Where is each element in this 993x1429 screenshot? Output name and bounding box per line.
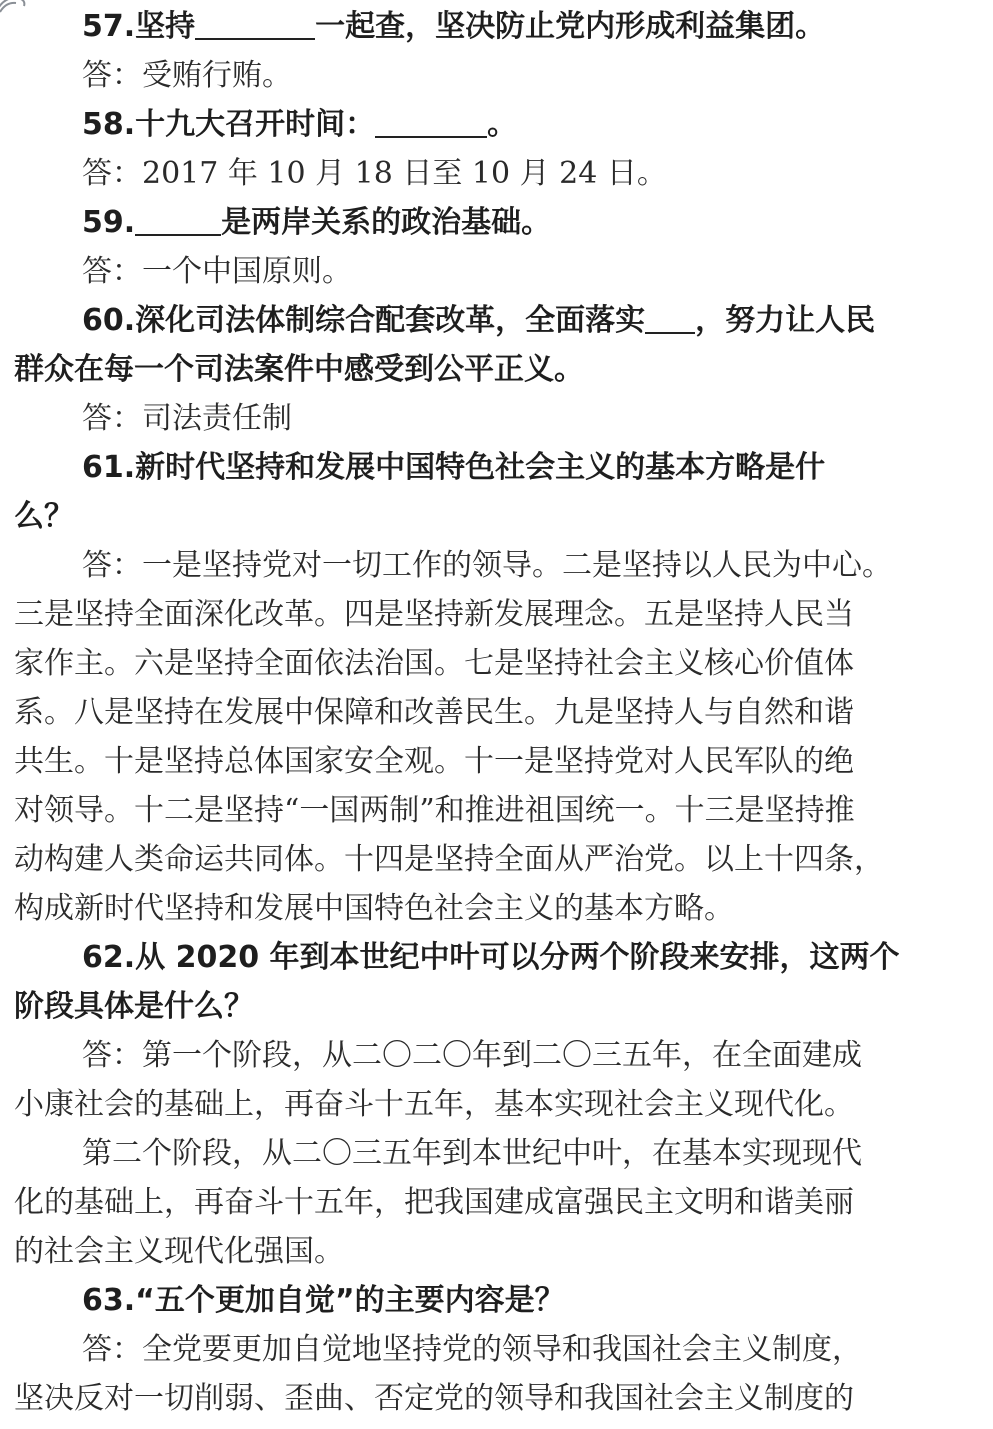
answer-line [14, 1374, 976, 1423]
question-line [14, 198, 976, 247]
answer-text: 对领导。十二是坚持“一国两制”和推进祖国统一。十三是坚持推 [14, 793, 855, 828]
answer-text: 化的基础上，再奋斗十五年，把我国建成富强民主文明和谐美丽 [14, 1185, 854, 1220]
question-text: 60.深化司法体制综合配套改革，全面落实 [82, 303, 646, 338]
answer-line [14, 1178, 976, 1227]
fill-in-blank [135, 204, 221, 236]
question-line [14, 296, 976, 345]
question-text: 61.新时代坚持和发展中国特色社会主义的基本方略是什 [82, 450, 826, 485]
answer-text: 答：一个中国原则。 [82, 254, 352, 289]
answer-text: 答：2017 年 10 月 18 日至 10 月 24 日。 [82, 156, 667, 191]
answer-line [14, 1031, 976, 1080]
answer-line [14, 1080, 976, 1129]
answer-text: 答：一是坚持党对一切工作的领导。二是坚持以人民为中心。 [82, 548, 892, 583]
answer-line [14, 394, 976, 443]
answer-text: 共生。十是坚持总体国家安全观。十一是坚持党对人民军队的绝 [14, 744, 854, 779]
question-text: 是两岸关系的政治基础。 [221, 205, 552, 240]
answer-text: 答：第一个阶段，从二〇二〇年到二〇三五年，在全面建成 [82, 1038, 862, 1073]
fill-in-blank [375, 106, 487, 138]
answer-line [14, 835, 976, 884]
answer-text: 家作主。六是坚持全面依法治国。七是坚持社会主义核心价值体 [14, 646, 854, 681]
answer-line [14, 884, 976, 933]
answer-line [14, 1325, 976, 1374]
answer-line [14, 1129, 976, 1178]
answer-text: 答：司法责任制 [82, 401, 292, 436]
fill-in-blank [195, 8, 315, 40]
answer-text: 系。八是坚持在发展中保障和改善民生。九是坚持人与自然和谐 [14, 695, 854, 730]
answer-text: 构成新时代坚持和发展中国特色社会主义的基本方略。 [14, 891, 734, 926]
question-text: 。 [487, 107, 518, 142]
question-text: ，努力让人民 [695, 303, 876, 338]
question-text: 么？ [14, 499, 74, 534]
answer-line [14, 51, 976, 100]
question-text: 阶段具体是什么？ [14, 989, 254, 1024]
answer-line [14, 149, 976, 198]
question-line [14, 933, 976, 982]
question-line [14, 1276, 976, 1325]
answer-text: 的社会主义现代化强国。 [14, 1234, 344, 1269]
question-text: 群众在每一个司法案件中感受到公平正义。 [14, 352, 584, 387]
answer-text: 第二个阶段，从二〇三五年到本世纪中叶，在基本实现现代 [82, 1136, 862, 1171]
answer-line [14, 1227, 976, 1276]
answer-line [14, 688, 976, 737]
answer-line [14, 590, 976, 639]
question-text: 63.“五个更加自觉”的主要内容是？ [82, 1283, 565, 1318]
question-line [14, 982, 976, 1031]
answer-line [14, 639, 976, 688]
fill-in-blank [645, 302, 695, 334]
document-page [14, 2, 976, 1423]
question-line [14, 100, 976, 149]
answer-text: 三是坚持全面深化改革。四是坚持新发展理念。五是坚持人民当 [14, 597, 854, 632]
answer-text: 答：全党要更加自觉地坚持党的领导和我国社会主义制度， [82, 1332, 862, 1367]
question-text: 一起查，坚决防止党内形成利益集团。 [315, 9, 826, 44]
question-text: 58.十九大召开时间： [82, 107, 376, 142]
question-line [14, 443, 976, 492]
answer-text: 动构建人类命运共同体。十四是坚持全面从严治党。以上十四条， [14, 842, 884, 877]
question-line [14, 345, 976, 394]
answer-text: 答：受贿行贿。 [82, 58, 292, 93]
question-text: 62.从 2020 年到本世纪中叶可以分两个阶段来安排，这两个 [82, 940, 900, 975]
answer-line [14, 247, 976, 296]
answer-line [14, 737, 976, 786]
question-line [14, 2, 976, 51]
answer-line [14, 786, 976, 835]
question-text: 59. [82, 205, 136, 240]
question-line [14, 492, 976, 541]
answer-text: 坚决反对一切削弱、歪曲、否定党的领导和我国社会主义制度的 [14, 1381, 854, 1416]
question-text: 57.坚持 [82, 9, 196, 44]
answer-line [14, 541, 976, 590]
answer-text: 小康社会的基础上，再奋斗十五年，基本实现社会主义现代化。 [14, 1087, 854, 1122]
